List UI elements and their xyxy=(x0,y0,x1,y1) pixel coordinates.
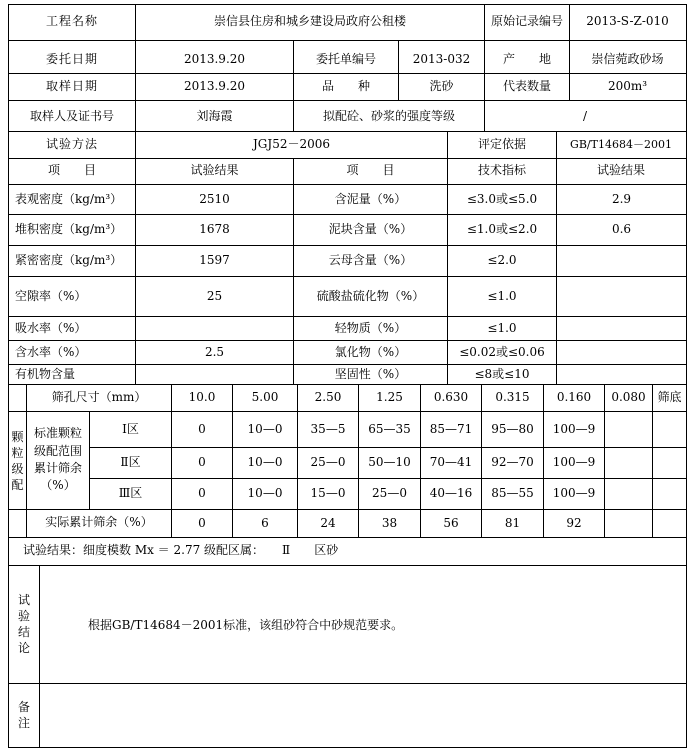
sieve-size-cell: 10.0 xyxy=(188,390,216,405)
zone-cell: 10—0 xyxy=(247,455,283,470)
col-item-header: 项 目 xyxy=(47,163,96,178)
conclusion-label xyxy=(9,566,39,682)
actual-cumulative-cell: 38 xyxy=(381,515,398,530)
method-label: 试验方法 xyxy=(45,137,98,152)
project-label: 工程名称 xyxy=(45,14,98,29)
remarks-content xyxy=(40,684,685,746)
sieve-size-cell: 1.25 xyxy=(376,390,403,405)
variety-value: 洗砂 xyxy=(429,79,454,94)
zone-cell: 65—35 xyxy=(368,421,411,436)
test-item-result xyxy=(136,317,293,340)
zone-cell: 0 xyxy=(198,486,206,501)
grading-side-char: 配 xyxy=(11,478,24,493)
conclusion-label-char: 试 xyxy=(17,592,30,607)
remarks-label xyxy=(9,684,39,746)
zone-name: Ⅰ区 xyxy=(122,421,139,436)
test-item2-index: ≤0.02或≤0.06 xyxy=(459,344,545,359)
basis-value: GB/T14684－2001 xyxy=(570,137,672,151)
zone-cell: 10—0 xyxy=(247,421,283,436)
quantity-label: 代表数量 xyxy=(502,79,551,94)
record-no-label: 原始记录编号 xyxy=(490,14,563,29)
sieve-size-cell: 0.080 xyxy=(611,390,646,405)
remarks-label-char: 备 xyxy=(17,699,30,714)
col-result-header: 试验结果 xyxy=(190,163,239,178)
test-result-line: 试验结果：细度模数 Mx ＝ 2.77 级配区属： Ⅱ 区砂 xyxy=(23,543,339,558)
zone-cell: 92—70 xyxy=(491,455,534,470)
test-item-name: 紧密密度（kg/m³） xyxy=(15,253,123,268)
sieve-size-cell: 2.50 xyxy=(314,390,342,405)
actual-cumulative-cell xyxy=(653,510,686,537)
zone-name: Ⅲ区 xyxy=(118,486,143,501)
grading-side-char: 颗 xyxy=(11,429,24,444)
grade-value: / xyxy=(582,109,588,124)
zone-cell: 35—5 xyxy=(310,421,346,436)
test-item2-index: ≤2.0 xyxy=(487,253,517,268)
sieve-size-cell: 0.630 xyxy=(433,390,469,405)
record-no-value: 2013-S-Z-010 xyxy=(586,14,669,29)
test-item2-name: 泥块含量（%） xyxy=(328,222,413,237)
test-item2-index: ≤1.0 xyxy=(487,288,517,303)
test-item2-result xyxy=(557,277,686,316)
test-item2-name: 轻物质（%） xyxy=(334,320,407,335)
sieve-size-cell: 筛底 xyxy=(657,390,682,405)
test-item2-index: ≤3.0或≤5.0 xyxy=(466,191,538,206)
origin-value: 崇信菀政砂场 xyxy=(591,52,664,67)
actual-cumulative-cell: 92 xyxy=(566,515,582,530)
origin-label: 产 地 xyxy=(502,52,551,67)
sieve-size-cell: 0.315 xyxy=(495,390,530,405)
actual-cumulative-cell: 24 xyxy=(320,515,336,530)
test-item2-result xyxy=(557,246,686,276)
sieve-size-label: 筛孔尺寸（mm） xyxy=(51,390,147,405)
sieve-size-cell: 5.00 xyxy=(251,390,279,405)
conclusion-label-char: 验 xyxy=(17,608,30,623)
zone-cell: 25—0 xyxy=(372,486,407,501)
zone-cell: 100—9 xyxy=(552,486,596,501)
zone-cell: 40—16 xyxy=(429,486,473,501)
test-item-result: 1678 xyxy=(199,222,230,237)
actual-cumulative-cell xyxy=(605,510,652,537)
quantity-value: 200m³ xyxy=(607,79,648,94)
entrust-date-value: 2013.9.20 xyxy=(183,52,246,67)
grading-side-char: 粒 xyxy=(11,445,24,460)
entrust-no-value: 2013-032 xyxy=(412,52,471,67)
col-item2-header: 项 目 xyxy=(346,163,395,178)
grid-line xyxy=(8,73,687,74)
conclusion-label-char: 论 xyxy=(17,641,30,656)
test-item-result: 1597 xyxy=(199,253,230,268)
standard-grading-label: 标准颗粒级配范围累计筛余（%） xyxy=(33,426,82,493)
zone-cell xyxy=(653,412,686,447)
test-item2-result: 0.6 xyxy=(611,222,632,237)
zone-cell: 50—10 xyxy=(368,455,411,470)
sampler-label: 取样人及证书号 xyxy=(29,109,114,124)
test-item-result xyxy=(136,365,293,384)
col-result2-header: 试验结果 xyxy=(596,163,645,178)
basis-label: 评定依据 xyxy=(477,137,526,152)
conclusion-text: 根据GB/T14684－2001标准，该组砂符合中砂规范要求。 xyxy=(88,618,404,633)
grid-line xyxy=(8,100,687,101)
zone-cell: 0 xyxy=(198,455,206,470)
zone-cell xyxy=(605,479,652,509)
actual-cumulative-cell: 0 xyxy=(198,515,206,530)
project-value: 崇信县住房和城乡建设局政府公租楼 xyxy=(213,14,406,29)
sampling-date-label: 取样日期 xyxy=(45,79,98,94)
zone-cell xyxy=(653,479,686,509)
sampling-date-value: 2013.9.20 xyxy=(183,79,246,94)
conclusion-label-char: 结 xyxy=(17,625,30,639)
test-item2-result xyxy=(557,365,686,384)
zone-cell: 70—41 xyxy=(429,455,473,470)
test-item2-result xyxy=(557,317,686,340)
col-index-header: 技术指标 xyxy=(477,163,526,178)
grid-line xyxy=(8,565,687,566)
entrust-no-label: 委托单编号 xyxy=(315,52,376,67)
zone-cell: 85—55 xyxy=(491,486,534,501)
test-item2-index: ≤1.0 xyxy=(487,320,517,335)
test-item2-name: 云母含量（%） xyxy=(328,253,413,268)
test-item2-index: ≤1.0或≤2.0 xyxy=(466,222,538,237)
test-item2-result: 2.9 xyxy=(611,191,632,206)
test-item-name: 空隙率（%） xyxy=(15,288,87,303)
actual-cumulative-cell: 6 xyxy=(261,515,269,530)
method-value: JGJ52－2006 xyxy=(252,137,331,152)
grid-line xyxy=(686,4,687,748)
entrust-date-label: 委托日期 xyxy=(45,52,98,67)
zone-cell: 100—9 xyxy=(552,421,596,436)
zone-name: Ⅱ区 xyxy=(120,455,141,470)
test-item-name: 含水率（%） xyxy=(15,344,87,359)
test-item2-name: 含泥量（%） xyxy=(334,191,407,206)
zone-cell xyxy=(653,448,686,478)
test-item-result: 2.5 xyxy=(204,344,225,359)
test-item-name: 吸水率（%） xyxy=(15,320,87,335)
test-item-result: 2510 xyxy=(199,191,230,206)
grid-line xyxy=(8,40,687,41)
actual-cumulative-cell: 56 xyxy=(443,515,459,530)
grid-line xyxy=(8,131,687,132)
actual-cumulative-label: 实际累计筛余（%） xyxy=(45,515,153,530)
zone-cell xyxy=(605,412,652,447)
test-item2-result xyxy=(557,341,686,364)
test-item2-name: 硫酸盐硫化物（%） xyxy=(316,288,425,303)
actual-cumulative-cell: 81 xyxy=(504,515,521,530)
test-item-name: 堆积密度（kg/m³） xyxy=(15,222,123,237)
remarks-label-char: 注 xyxy=(17,716,30,730)
test-item2-name: 氯化物（%） xyxy=(334,344,407,359)
zone-cell xyxy=(605,448,652,478)
zone-cell: 95—80 xyxy=(491,421,534,436)
test-item-name: 表观密度（kg/m³） xyxy=(15,191,123,206)
sampler-value: 刘海霞 xyxy=(196,109,233,124)
variety-label: 品 种 xyxy=(321,79,370,94)
sieve-size-cell: 0.160 xyxy=(556,390,592,405)
grading-side-char: 级 xyxy=(11,462,24,476)
zone-cell: 100—9 xyxy=(552,455,596,470)
zone-cell: 0 xyxy=(198,421,206,436)
test-item2-name: 坚固性（%） xyxy=(334,366,407,381)
zone-cell: 85—71 xyxy=(429,421,473,436)
zone-cell: 10—0 xyxy=(247,486,283,501)
grading-side-label xyxy=(9,385,26,537)
grade-label: 拟配砼、砂浆的强度等级 xyxy=(322,109,455,124)
zone-cell: 15—0 xyxy=(310,486,346,501)
test-item-result: 25 xyxy=(206,288,223,303)
grid-line xyxy=(8,747,687,748)
test-item-name: 有机物含量 xyxy=(15,366,76,381)
zone-cell: 25—0 xyxy=(310,455,346,470)
test-item2-index: ≤8或≤10 xyxy=(474,366,530,381)
